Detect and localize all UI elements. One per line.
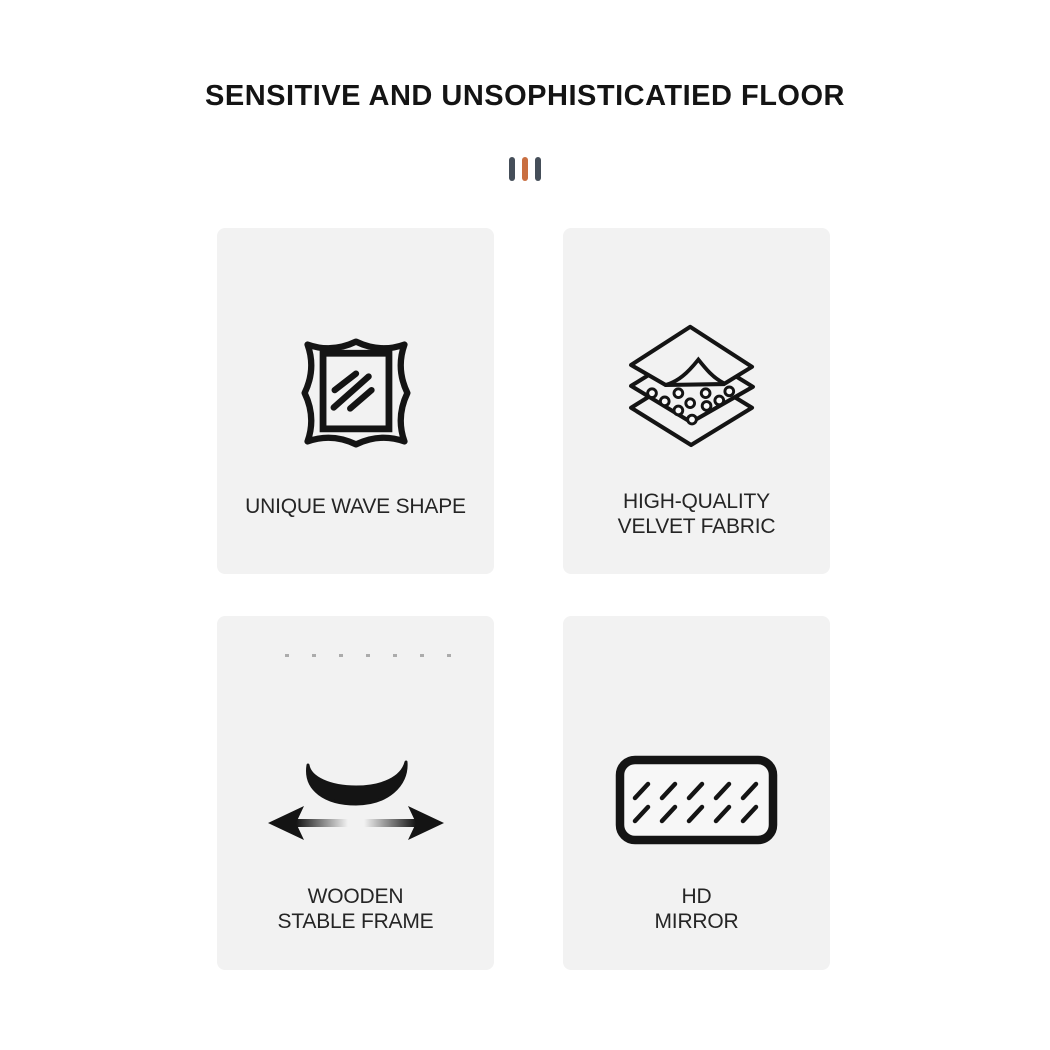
feature-label-hd-mirror: HD MIRROR	[654, 885, 739, 933]
divider-bar-center	[522, 157, 528, 181]
curved-plank-arrows-icon	[256, 740, 456, 860]
title-divider	[0, 157, 1050, 181]
layered-fabric-icon	[622, 315, 772, 465]
feature-card-stable-frame	[217, 616, 494, 970]
faded-text-artifact	[285, 654, 473, 657]
page-title: SENSITIVE AND UNSOPHISTICATIED FLOOR	[205, 80, 845, 112]
feature-card-unique-wave-shape	[217, 228, 494, 574]
divider-bar-right	[535, 157, 541, 181]
feature-card-hd-mirror	[563, 616, 830, 970]
divider-bar-left	[509, 157, 515, 181]
feature-card-velvet-fabric	[563, 228, 830, 574]
feature-label-velvet-fabric: HIGH-QUALITY VELVET FABRIC	[617, 490, 776, 538]
feature-grid	[217, 228, 830, 970]
hd-mirror-icon	[614, 755, 779, 845]
feature-label-stable-frame: WOODEN STABLE FRAME	[277, 885, 434, 933]
feature-label-unique-wave-shape: UNIQUE WAVE SHAPE	[245, 495, 466, 518]
wavy-frame-mirror-icon	[293, 328, 419, 458]
